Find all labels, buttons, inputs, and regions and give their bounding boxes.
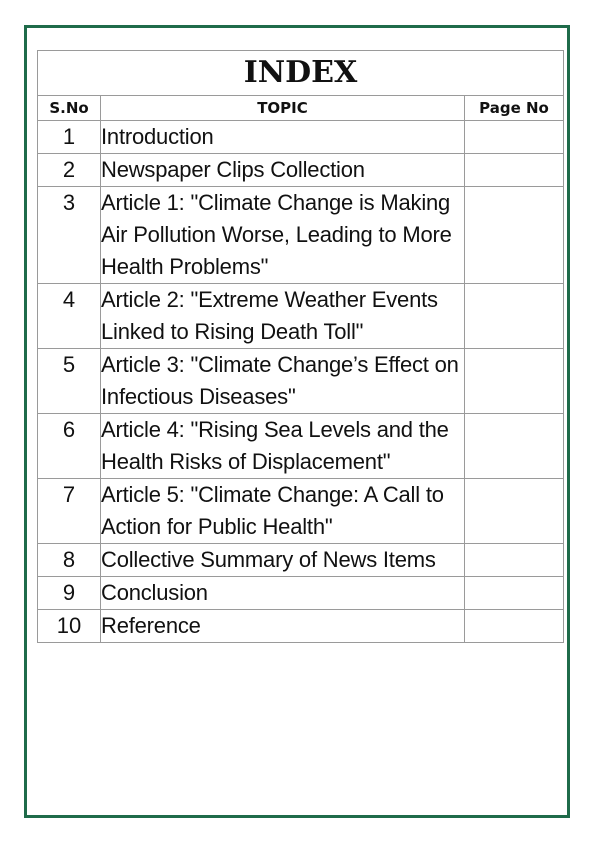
row-page — [465, 610, 564, 643]
row-sno: 1 — [38, 121, 101, 154]
row-topic: Introduction — [101, 121, 465, 154]
row-sno: 4 — [38, 284, 101, 349]
row-topic: Collective Summary of News Items — [101, 544, 465, 577]
row-topic: Reference — [101, 610, 465, 643]
header-page-no: Page No — [465, 96, 564, 121]
row-sno: 2 — [38, 154, 101, 187]
row-page — [465, 414, 564, 479]
row-page — [465, 479, 564, 544]
table-row — [38, 414, 564, 479]
header-topic: TOPIC — [101, 96, 465, 121]
row-page — [465, 187, 564, 284]
row-page — [465, 121, 564, 154]
table-row — [38, 284, 564, 349]
row-sno: 7 — [38, 479, 101, 544]
row-page — [465, 544, 564, 577]
row-sno: 10 — [38, 610, 101, 643]
row-topic: Conclusion — [101, 577, 465, 610]
table-row — [38, 610, 564, 643]
row-page — [465, 349, 564, 414]
table-row — [38, 349, 564, 414]
table-row — [38, 154, 564, 187]
row-topic: Article 3: "Climate Change’s Effect on Infectious Diseases" — [101, 349, 465, 414]
table-row — [38, 187, 564, 284]
row-sno: 3 — [38, 187, 101, 284]
row-page — [465, 154, 564, 187]
row-sno: 9 — [38, 577, 101, 610]
header-sno: S.No — [38, 96, 101, 121]
index-table — [37, 50, 564, 643]
table-row — [38, 479, 564, 544]
table-row — [38, 121, 564, 154]
row-sno: 5 — [38, 349, 101, 414]
row-topic: Article 1: "Climate Change is Making Air Pollution Worse, Leading to More Health Problems" — [101, 187, 465, 284]
row-sno: 8 — [38, 544, 101, 577]
row-topic: Article 4: "Rising Sea Levels and the Health Risks of Displacement" — [101, 414, 465, 479]
row-sno: 6 — [38, 414, 101, 479]
index-title: INDEX — [38, 51, 564, 96]
row-page — [465, 284, 564, 349]
row-topic: Newspaper Clips Collection — [101, 154, 465, 187]
row-page — [465, 577, 564, 610]
table-row — [38, 544, 564, 577]
table-row — [38, 577, 564, 610]
row-topic: Article 5: "Climate Change: A Call to Action for Public Health" — [101, 479, 465, 544]
row-topic: Article 2: "Extreme Weather Events Linked to Rising Death Toll" — [101, 284, 465, 349]
